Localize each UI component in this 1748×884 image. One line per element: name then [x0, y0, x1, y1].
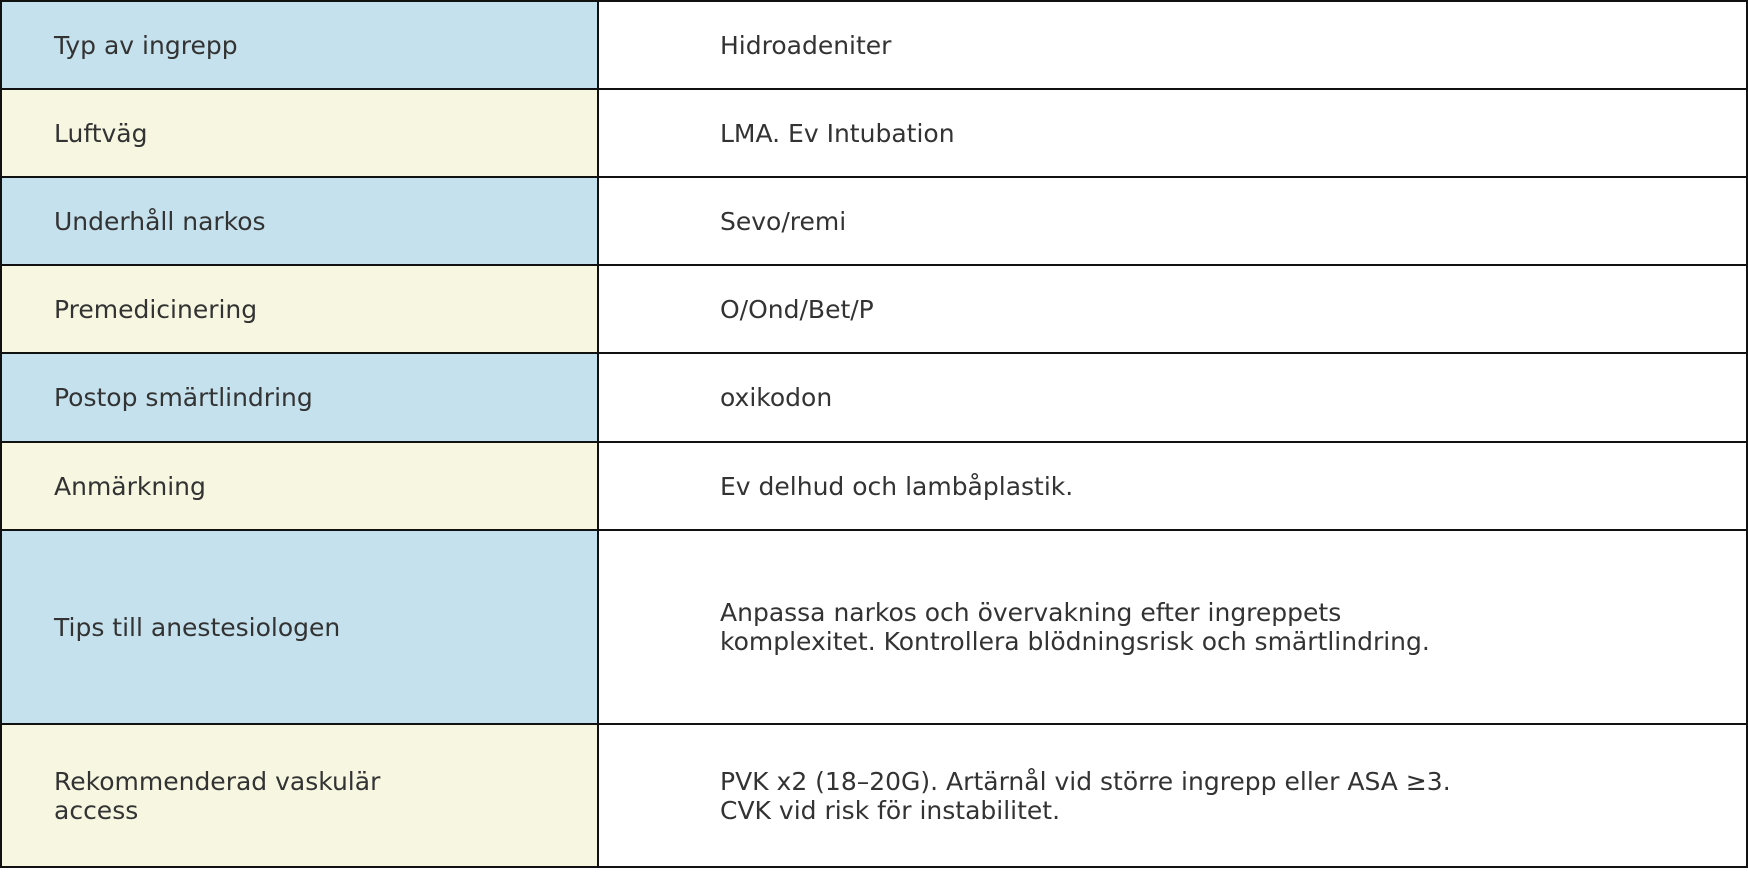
row-label	[1, 1, 598, 89]
table-row	[1, 530, 1747, 724]
table-row	[1, 265, 1747, 353]
row-value-text: PVK x2 (18–20G). Artärnål vid större ingrepp eller ASA ≥3. CVK vid risk för instabilitet.	[720, 766, 1451, 825]
row-value	[598, 530, 1747, 724]
row-value-text: Anpassa narkos och övervakning efter ingreppets komplexitet. Kontrollera blödningsrisk och smärtlindring.	[720, 598, 1430, 656]
row-value	[598, 89, 1747, 177]
row-label	[1, 530, 598, 724]
row-label	[1, 442, 598, 530]
row-label-text: Premedicinering	[54, 294, 258, 324]
table-row	[1, 89, 1747, 177]
row-label-text: Underhåll narkos	[54, 206, 266, 236]
row-label-text: Typ av ingrepp	[54, 30, 238, 60]
row-value-text: O/Ond/Bet/P	[720, 294, 874, 324]
row-label	[1, 177, 598, 265]
row-label-text: Luftväg	[54, 118, 148, 148]
row-value	[598, 353, 1747, 442]
row-label-text: Rekommenderad vaskulär access	[54, 766, 381, 825]
table-row	[1, 353, 1747, 442]
table-row	[1, 724, 1747, 867]
row-label	[1, 265, 598, 353]
row-label	[1, 353, 598, 442]
row-value	[598, 177, 1747, 265]
row-label-text: Postop smärtlindring	[54, 383, 313, 412]
row-value-text: LMA. Ev Intubation	[720, 118, 955, 148]
row-value-text: Sevo/remi	[720, 206, 847, 236]
table-row	[1, 1, 1747, 89]
row-value	[598, 724, 1747, 867]
row-value	[598, 1, 1747, 89]
row-value	[598, 265, 1747, 353]
row-value-text: Ev delhud och lambåplastik.	[720, 471, 1074, 501]
row-label	[1, 89, 598, 177]
row-value-text: oxikodon	[720, 383, 833, 412]
row-label-text: Tips till anestesiologen	[54, 612, 341, 642]
table-row	[1, 442, 1747, 530]
row-label-text: Anmärkning	[54, 471, 206, 501]
row-value	[598, 442, 1747, 530]
table-row	[1, 177, 1747, 265]
row-value-text: Hidroadeniter	[720, 30, 892, 60]
row-label	[1, 724, 598, 867]
